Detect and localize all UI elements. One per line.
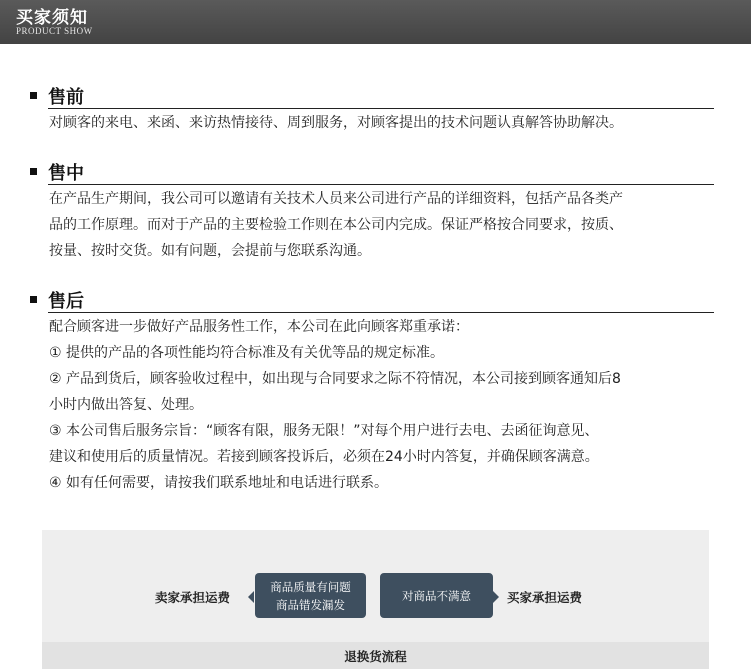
- section-title: 售前: [48, 87, 84, 108]
- section-after-sale: [30, 286, 714, 496]
- section-divider: [48, 312, 714, 313]
- arrow-left-icon: [248, 591, 254, 603]
- arrow-right-icon: [493, 591, 499, 603]
- section-in-sale: [30, 158, 714, 264]
- section-divider: [48, 108, 714, 109]
- box-line: 商品质量有问题: [270, 579, 351, 594]
- section-title: 售中: [48, 163, 84, 184]
- square-bullet-icon: [30, 168, 37, 175]
- square-bullet-icon: [30, 296, 37, 303]
- section-header: [30, 286, 714, 312]
- buyer-pays-label: 买家承担运费: [507, 590, 583, 605]
- banner-title: 买家须知: [16, 8, 88, 28]
- dissatisfied-box: [380, 573, 493, 618]
- quality-issue-box: [255, 573, 366, 618]
- flow-caption: 退换货流程: [344, 649, 407, 664]
- section-title: 售后: [48, 291, 84, 312]
- section-body: 配合顾客进一步做好产品服务性工作，本公司在此向顾客郑重承诺： ① 提供的产品的各项性能均符合标准及有关优等品的规定标准。 ② 产品到货后，顾客验收过程中，如出现与合同要求之际不符情况，本公司接到顾客通知后8 小时内做出答复、处理。 ③ 本公司售后服务宗旨：“顾客有限，服务无限！”对每个用户进行去电、去函征询意见、 建议和使用后的质量情况。若接到顾客投诉后，必须在24小时内答复，并确保顾客满意。 ④ 如有任何需要，请按我们联系地址和电话进行联系。: [49, 319, 621, 491]
- box-line: 商品错发漏发: [276, 597, 345, 612]
- header-banner: [0, 0, 751, 44]
- seller-pays-label: 卖家承担运费: [155, 590, 231, 605]
- return-flow-panel: [42, 530, 709, 669]
- section-header: [30, 158, 714, 184]
- section-divider: [48, 184, 714, 185]
- square-bullet-icon: [30, 92, 37, 99]
- section-header: [30, 82, 714, 108]
- section-body: 对顾客的来电、来函、来访热情接待、周到服务，对顾客提出的技术问题认真解答协助解决。: [49, 115, 623, 131]
- section-pre-sale: [30, 82, 714, 136]
- section-body: 在产品生产期间，我公司可以邀请有关技术人员来公司进行产品的详细资料，包括产品各类产 品的工作原理。而对于产品的主要检验工作则在本公司内完成。保证严格按合同要求，按质、 按量、按时交货。如有问题，会提前与您联系沟通。: [49, 191, 623, 259]
- box-line: 对商品不满意: [402, 588, 471, 603]
- banner-subtitle: PRODUCT SHOW: [16, 26, 93, 36]
